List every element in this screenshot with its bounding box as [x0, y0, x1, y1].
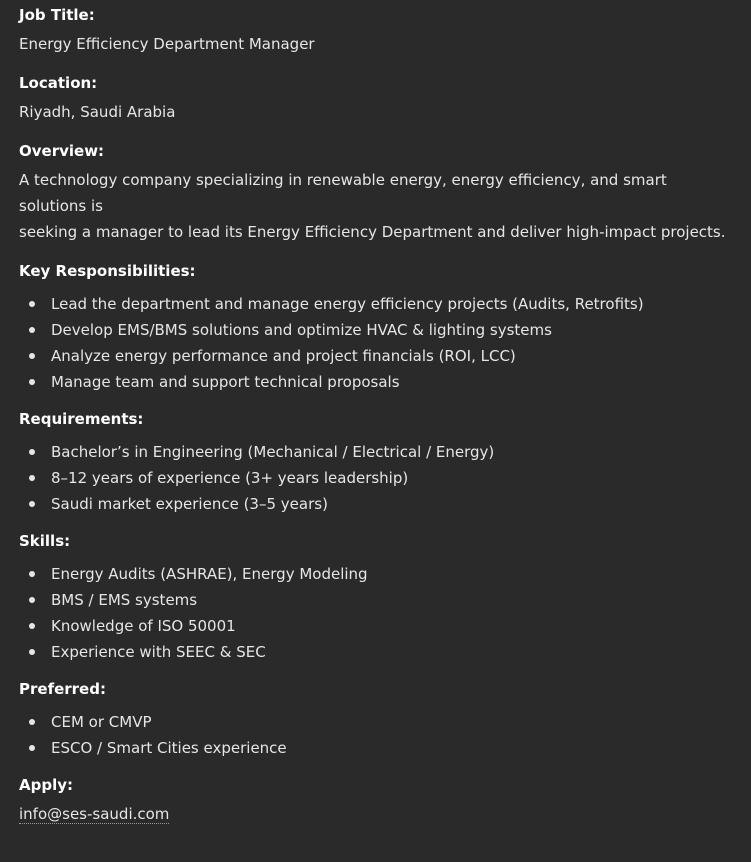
requirements-section — [19, 409, 732, 517]
list-item: 8–12 years of experience (3+ years leadership) — [19, 465, 732, 491]
list-item: Analyze energy performance and project financials (ROI, LCC) — [19, 343, 732, 369]
responsibilities-section — [19, 261, 732, 395]
list-item: BMS / EMS systems — [19, 587, 732, 613]
overview-section — [19, 141, 732, 245]
list-item: Saudi market experience (3–5 years) — [19, 491, 732, 517]
requirements-list — [19, 439, 732, 517]
overview-text — [19, 167, 732, 245]
list-item: Manage team and support technical proposals — [19, 369, 732, 395]
job-title-value: Energy Efficiency Department Manager — [19, 35, 315, 53]
bullet-icon — [29, 501, 35, 507]
apply-email-link[interactable]: info@ses-saudi.com — [19, 805, 170, 823]
list-item: Bachelor’s in Engineering (Mechanical / Electrical / Energy) — [19, 439, 732, 465]
preferred-section — [19, 679, 732, 761]
bullet-icon — [29, 745, 35, 751]
list-item: Experience with SEEC & SEC — [19, 639, 732, 665]
job-title-label: Job Title: — [19, 6, 95, 24]
responsibilities-list — [19, 291, 732, 395]
bullet-icon — [29, 353, 35, 359]
list-item: Energy Audits (ASHRAE), Energy Modeling — [19, 561, 732, 587]
bullet-icon — [29, 327, 35, 333]
skills-list — [19, 561, 732, 665]
overview-label: Overview: — [19, 142, 105, 160]
skills-label: Skills: — [19, 532, 71, 550]
apply-label: Apply: — [19, 776, 74, 794]
preferred-list — [19, 709, 732, 761]
location-section — [19, 73, 732, 125]
overview-line-1: A technology company specializing in renewable energy, energy efficiency, and smart solutions is — [19, 171, 667, 215]
bullet-icon — [29, 649, 35, 655]
apply-section — [19, 775, 732, 827]
bullet-icon — [29, 597, 35, 603]
bullet-icon — [29, 623, 35, 629]
bullet-icon — [29, 571, 35, 577]
list-item: Lead the department and manage energy efficiency projects (Audits, Retrofits) — [19, 291, 732, 317]
bullet-icon — [29, 475, 35, 481]
location-value: Riyadh, Saudi Arabia — [19, 103, 176, 121]
location-label: Location: — [19, 74, 98, 92]
bullet-icon — [29, 449, 35, 455]
skills-section — [19, 531, 732, 665]
list-item: Develop EMS/BMS solutions and optimize HVAC & lighting systems — [19, 317, 732, 343]
bullet-icon — [29, 301, 35, 307]
bullet-icon — [29, 379, 35, 385]
preferred-label: Preferred: — [19, 680, 106, 698]
requirements-label: Requirements: — [19, 410, 144, 428]
responsibilities-label: Key Responsibilities: — [19, 262, 196, 280]
list-item: CEM or CMVP — [19, 709, 732, 735]
list-item: Knowledge of ISO 50001 — [19, 613, 732, 639]
bullet-icon — [29, 719, 35, 725]
list-item: ESCO / Smart Cities experience — [19, 735, 732, 761]
job-title-section — [19, 5, 732, 57]
overview-line-2: seeking a manager to lead its Energy Efficiency Department and deliver high-impact projects. — [19, 223, 726, 241]
